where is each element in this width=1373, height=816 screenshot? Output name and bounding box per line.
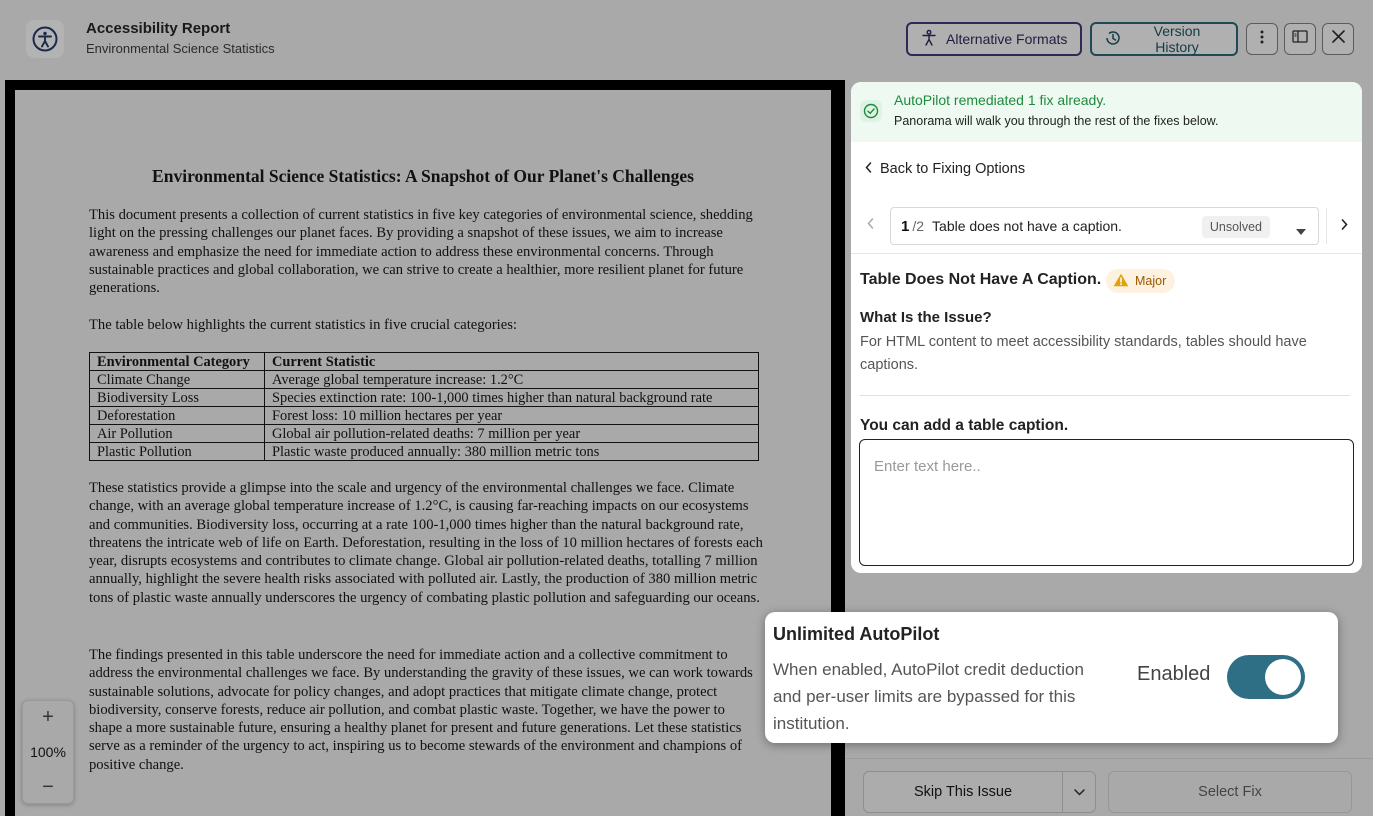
warning-icon: [1113, 273, 1129, 290]
table-row: [90, 389, 759, 407]
toggle-state-label: Enabled: [1137, 663, 1211, 685]
table-cell: Plastic waste produced annually: 380 million metric tons: [265, 443, 759, 461]
issue-total: /2: [912, 218, 925, 234]
document-paragraph: The findings presented in this table underscore the need for immediate action and a collective commitment to address the environmental challenges we face. By understanding the gravity of these issues, we can work towards sustainable solutions, advocate for policy changes, and adopt practices that mitigate climate change, protect biodiversity, conserve forests, reduce air pollution, and combat plastic waste. Together, we have the power to shape a more sustainable future, ensuring a healthy planet for present and future generations. Let these statistics serve as a reminder of the urgency to act, inspiring us to become stewards of the environment and champions of positive change.: [89, 647, 753, 773]
toggle-panel-button[interactable]: [1284, 23, 1316, 55]
chevron-right-icon: [1341, 217, 1348, 235]
page-title: Accessibility Report: [86, 20, 231, 37]
table-cell: Deforestation: [90, 407, 265, 425]
issue-description: For HTML content to meet accessibility standards, tables should have captions.: [860, 334, 1307, 373]
table-cell: Air Pollution: [90, 425, 265, 443]
caption-heading: You can add a table caption.: [860, 417, 1069, 434]
skip-issue-button[interactable]: Skip This Issue: [913, 784, 1013, 800]
table-header-cell: Environmental Category: [90, 353, 265, 371]
alternative-formats-button[interactable]: [906, 22, 1082, 56]
select-fix-button[interactable]: Select Fix: [1108, 771, 1352, 813]
document-paragraph: The table below highlights the current statistics in five crucial categories:: [89, 317, 517, 333]
version-history-button[interactable]: [1090, 22, 1238, 56]
app-header: [0, 0, 1373, 80]
chevron-down-icon: [1074, 784, 1085, 800]
panel-layout-icon: [1292, 30, 1308, 48]
skip-options-dropdown[interactable]: [1063, 772, 1096, 812]
table-cell: Species extinction rate: 100-1,000 times higher than natural background rate: [265, 389, 759, 407]
issue-card: [851, 82, 1362, 573]
issue-name: Table does not have a caption.: [932, 218, 1122, 234]
more-options-button[interactable]: [1246, 23, 1278, 55]
zoom-in-button[interactable]: +: [42, 706, 54, 728]
check-circle-icon: [860, 100, 882, 122]
zoom-out-button[interactable]: −: [42, 776, 54, 798]
banner-text: Panorama will walk you through the rest of the fixes below.: [894, 114, 1219, 128]
autopilot-banner: [851, 82, 1362, 142]
chevron-left-icon: [865, 161, 872, 177]
caption-input[interactable]: [859, 439, 1354, 566]
issue-index: 1: [901, 217, 910, 235]
severity-badge: [1106, 269, 1175, 293]
popup-description: When enabled, AutoPilot credit deduction and per-user limits are bypassed for this institution.: [773, 660, 1084, 733]
table-cell: Plastic Pollution: [90, 443, 265, 461]
table-row: [90, 443, 759, 461]
severity-label: Major: [1135, 274, 1167, 288]
table-row: [90, 371, 759, 389]
alternative-formats-label: Alternative Formats: [946, 31, 1068, 47]
autopilot-toggle[interactable]: [1227, 655, 1305, 699]
table-row: [90, 425, 759, 443]
back-to-fixing-options-link[interactable]: [865, 161, 1025, 177]
footer-divider: [845, 758, 1373, 759]
toggle-knob: [1265, 659, 1301, 695]
document-viewer[interactable]: [5, 80, 845, 816]
issue-description-heading: What Is the Issue?: [860, 309, 992, 326]
table-cell: Global air pollution-related deaths: 7 million per year: [265, 425, 759, 443]
next-issue-button[interactable]: [1326, 208, 1362, 244]
divider: [851, 253, 1362, 254]
divider: [860, 395, 1350, 396]
page-subtitle: Environmental Science Statistics: [86, 41, 275, 56]
banner-title: AutoPilot remediated 1 fix already.: [894, 92, 1107, 108]
document-title: Environmental Science Statistics: A Snapshot of Our Planet's Challenges: [152, 166, 694, 186]
version-history-label: Version History: [1153, 23, 1201, 55]
unlimited-autopilot-popup: [765, 612, 1338, 743]
caret-down-icon: [1296, 222, 1306, 238]
table-header-row: [90, 353, 759, 371]
document-paragraph: This document presents a collection of current statistics in five key categories of environmental science, shedding light on the pressing challenges our planet faces. By providing a snapshot of these issues, we aim to increase awareness and emphasize the need for immediate action to address these environmental concerns. Through sustainable practices and global collaboration, we can strive to create a healthier, more resilient planet for future generations.: [89, 207, 753, 297]
close-icon: [1332, 30, 1345, 48]
document-page: [15, 90, 831, 816]
close-button[interactable]: [1322, 23, 1354, 55]
issue-title: Table Does Not Have A Caption.: [860, 271, 1102, 288]
table-row: [90, 407, 759, 425]
table-cell: Forest loss: 10 million hectares per year: [265, 407, 759, 425]
table-cell: Average global temperature increase: 1.2°C: [265, 371, 759, 389]
table-cell: Climate Change: [90, 371, 265, 389]
chevron-left-icon: [867, 216, 874, 234]
history-icon: [1104, 29, 1122, 50]
back-label: Back to Fixing Options: [880, 161, 1026, 177]
accessibility-person-icon: [920, 29, 938, 50]
popup-title: Unlimited AutoPilot: [773, 624, 940, 644]
accessibility-icon: [26, 20, 64, 58]
zoom-control: [22, 700, 74, 804]
skip-issue-split-button: [863, 771, 1096, 813]
table-cell: Biodiversity Loss: [90, 389, 265, 407]
issue-select[interactable]: [890, 207, 1319, 245]
table-header-cell: Current Statistic: [265, 353, 759, 371]
previous-issue-button[interactable]: [859, 214, 881, 236]
zoom-level: 100%: [30, 744, 66, 760]
issue-navigator: [851, 206, 1362, 246]
status-badge: Unsolved: [1202, 216, 1270, 238]
document-paragraph: These statistics provide a glimpse into the scale and urgency of the environmental challenges we face. Climate change, with an average global temperature increase of 1.2°C, is causing far-reaching impacts on our ecosystems and communities. Biodiversity loss, occurring at a rate 100-1,000 times higher than the natural background rate, threatens the intricate web of life on Earth. Deforestation, resulting in the loss of 10 million hectares of forests each year, disrupts ecosystems and contributes to climate change. Global air pollution-related deaths, totalling 7 million annually, highlight the severe health risks associated with polluted air. Lastly, the production of 380 million metric tons of plastic waste annually underscores the urgency of combating plastic pollution and safeguarding our oceans.: [89, 480, 763, 606]
kebab-menu-icon: [1260, 30, 1264, 49]
statistics-table: [89, 352, 759, 461]
